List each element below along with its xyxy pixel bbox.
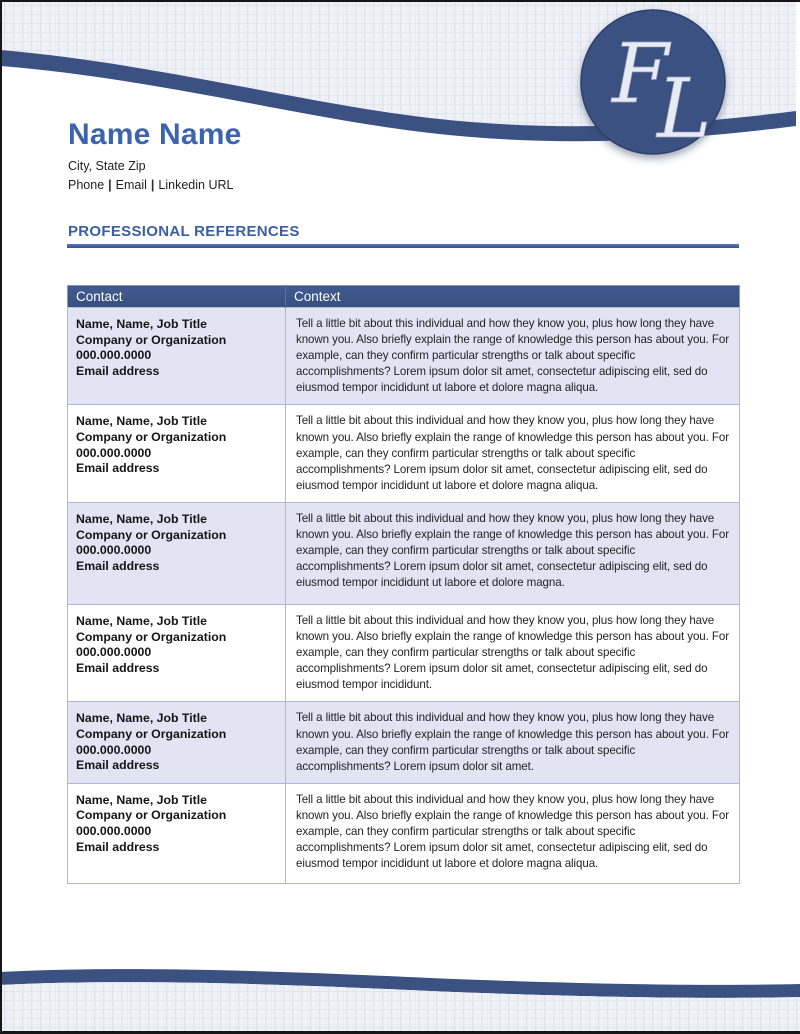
linkedin-placeholder: Linkedin URL [158,178,234,192]
email-placeholder: Email [115,178,147,192]
contact-line: Email address [76,363,160,378]
table-row [68,604,740,701]
contact-line: Name, Name, Job Title [76,317,207,331]
section-title: PROFESSIONAL REFERENCES [68,223,300,240]
context-cell [286,783,740,883]
identity-block [68,118,242,192]
contact-line: Company or Organization [76,727,227,741]
context-cell-text: Tell a little bit about this individual and how they know you, plus how long they have known you. Also briefly explain the range of knowledge this person has about you. For example, can they confirm particular strengths or talk about specific accomplishments? Lorem ipsum dolor sit amet, consectetur adipiscing elit, sed do eiusmod tempor incididunt ut labore et dolore magna aliqua. [296,414,729,492]
contact-line: 000.000.0000 [76,742,152,757]
contact-cell [68,783,286,883]
contact-cell-lines [76,512,277,574]
contact-line: 000.000.0000 [76,823,152,838]
phone-placeholder: Phone [68,178,105,192]
monogram-letter-f: F [612,27,669,122]
contact-cell [68,604,286,701]
section-rule [67,244,739,248]
contact-cell-lines [76,793,277,855]
context-cell [286,604,740,701]
contact-cell-lines [76,614,277,676]
table-row [68,308,740,405]
table-row [68,405,740,502]
references-table-body [68,308,740,884]
contact-line: Email address [76,461,160,476]
context-cell-text: Tell a little bit about this individual and how they know you, plus how long they have known you. Also briefly explain the range of knowledge this person has about you. For example, can they confirm particular strengths or talk about specific accomplishments? Lorem ipsum dolor sit amet. [296,711,729,773]
contact-line: 000.000.0000 [76,445,152,460]
contact-line: Name, Name, Job Title [76,414,207,429]
context-cell-text: Tell a little bit about this individual and how they know you, plus how long they have known you. Also briefly explain the range of knowledge this person has about you. For example, can they confirm particular strengths or talk about specific accomplishments? Lorem ipsum dolor sit amet, consectetur adipiscing elit, sed do eiusmod tempor incididunt. [296,613,729,692]
contact-line: Company or Organization [76,332,227,347]
footer-decoration [0,968,800,1034]
context-cell [286,405,740,502]
contact-line: Company or Organization [76,629,227,644]
contact-line: Email address [76,660,160,675]
contact-cell [68,502,286,604]
table-row [68,702,740,783]
separator-pipe: | [108,178,112,192]
contact-line: Name, Name, Job Title [76,613,207,628]
city-state-zip: City, State Zip [68,159,146,173]
contact-cell-lines [76,711,277,773]
contact-line: 000.000.0000 [76,645,152,660]
contact-line: Email address [76,839,160,854]
contact-line: Company or Organization [76,430,227,445]
context-cell [286,308,740,405]
contact-line: Name, Name, Job Title [76,511,207,526]
contact-line: 000.000.0000 [76,348,152,363]
contact-cell-lines [76,317,277,379]
context-cell-text: Tell a little bit about this individual and how they know you, plus how long they have known you. Also briefly explain the range of knowledge this person has about you. For example, can they confirm particular strengths or talk about specific accomplishments? Lorem ipsum dolor sit amet, consectetur adipiscing elit, sed do eiusmod tempor incididunt ut labore et dolore magna. [296,511,729,590]
context-column-header: Context [286,286,740,308]
context-cell [286,702,740,783]
context-cell-text: Tell a little bit about this individual and how they know you, plus how long they have known you. Also briefly explain the range of knowledge this person has about you. For example, can they confirm particular strengths or talk about specific accomplishments? Lorem ipsum dolor sit amet, consectetur adipiscing elit, sed do eiusmod tempor incididunt ut labore et dolore magna aliqua. [296,317,729,395]
contact-line: 000.000.0000 [76,543,152,558]
contact-line: Company or Organization [76,527,227,542]
person-name: Name Name [68,118,242,151]
contact-cell [68,308,286,405]
contact-column-header: Contact [68,286,286,308]
contact-cell [68,702,286,783]
contact-line: Company or Organization [76,808,227,823]
contact-line: Email address [76,558,160,573]
contact-line: Name, Name, Job Title [76,792,207,807]
contact-line: Name, Name, Job Title [76,711,207,726]
separator-pipe: | [150,178,155,192]
context-cell-text: Tell a little bit about this individual and how they know you, plus how long they have known you. Also briefly explain the range of knowledge this person has about you. For example, can they confirm particular strengths or talk about specific accomplishments? Lorem ipsum dolor sit amet, consectetur adipiscing elit, sed do eiusmod tempor incididunt ut labore et dolore magna aliqua. [296,792,729,871]
contact-cell-lines [76,414,277,476]
monogram-letter-l: L [657,62,712,157]
references-table [67,285,740,884]
contact-info-line [68,178,242,192]
contact-line: Email address [76,758,160,773]
table-header-row [68,286,740,308]
table-row [68,783,740,883]
table-row [68,502,740,604]
context-cell [286,502,740,604]
contact-cell [68,405,286,502]
